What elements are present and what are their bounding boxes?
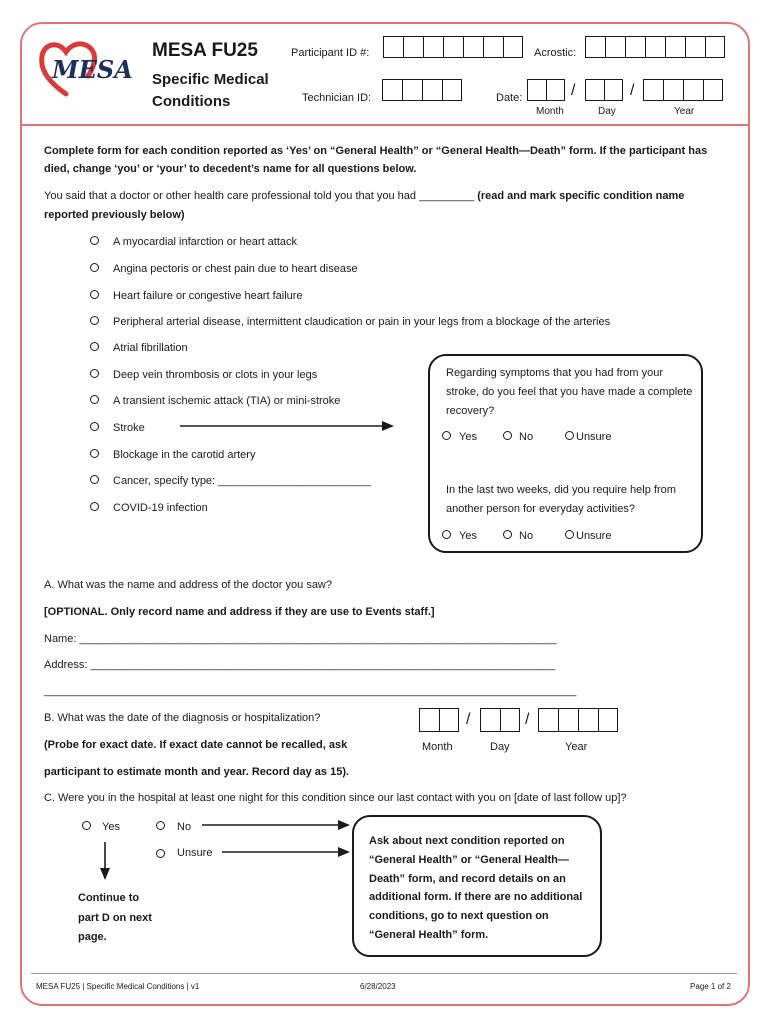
note-line4: additional form. If there are no additional xyxy=(369,891,583,903)
section-b-question: B. What was the date of the diagnosis or hospitalization? xyxy=(44,712,321,724)
date-month-field[interactable] xyxy=(527,79,565,101)
footer-separator xyxy=(31,973,737,974)
prompt-line1-bold: (read and mark specific condition name xyxy=(477,190,685,202)
section-c-question: C. Were you in the hospital at least one night for this condition since our last contact with you on [date of last follow up]? xyxy=(44,792,627,804)
stroke-q2-yes-radio[interactable] xyxy=(442,530,451,539)
condition-label: Peripheral arterial disease, intermittent claudication or pain in your legs from a blockage of the arteries xyxy=(113,316,611,328)
condition-radio[interactable] xyxy=(90,342,99,351)
prompt-line1-normal: You said that a doctor or other health care professional told you that you had _________ xyxy=(44,190,478,202)
condition-radio[interactable] xyxy=(90,290,99,299)
date-year-caption: Year xyxy=(674,106,695,117)
diagnosis-month-caption: Month xyxy=(422,741,453,753)
stroke-q2-no-label: No xyxy=(519,530,534,542)
condition-radio[interactable] xyxy=(90,502,99,511)
diagnosis-month-field[interactable] xyxy=(419,708,459,732)
date-day-caption: Day xyxy=(598,106,616,117)
diagnosis-slash-2: / xyxy=(525,711,530,728)
section-c-unsure-label: Unsure xyxy=(177,847,213,859)
stroke-q2-line2: another person for everyday activities? xyxy=(446,503,635,515)
prompt-line2: reported previously below) xyxy=(44,209,185,221)
stroke-followup-box xyxy=(428,354,703,553)
condition-radio-stroke[interactable] xyxy=(90,422,99,431)
condition-radio[interactable] xyxy=(90,263,99,272)
condition-label: Stroke xyxy=(113,422,145,434)
section-c-no-radio[interactable] xyxy=(156,821,165,830)
date-slash-2: / xyxy=(630,82,635,99)
acrostic-field[interactable] xyxy=(585,36,725,58)
condition-radio[interactable] xyxy=(90,316,99,325)
no-arrow-icon xyxy=(202,818,352,832)
doctor-name-field[interactable]: Name: ______________________________________________________________________________ xyxy=(44,633,557,645)
stroke-q1-yes-radio[interactable] xyxy=(442,431,451,440)
form-title-line2: Conditions xyxy=(152,93,231,110)
stroke-q1-line1: Regarding symptoms that you had from your xyxy=(446,367,664,379)
date-slash-1: / xyxy=(571,82,576,99)
note-line2: “General Health” or “General Health— xyxy=(369,854,569,866)
note-line1: Ask about next condition reported on xyxy=(369,835,565,847)
section-a-optional: [OPTIONAL. Only record name and address if they are use to Events staff.] xyxy=(44,606,435,618)
diagnosis-slash-1: / xyxy=(466,711,471,728)
condition-radio[interactable] xyxy=(90,449,99,458)
prompt-line1 xyxy=(44,189,684,203)
condition-radio[interactable] xyxy=(90,236,99,245)
date-day-field[interactable] xyxy=(585,79,623,101)
acrostic-label: Acrostic: xyxy=(534,47,577,59)
diagnosis-day-field[interactable] xyxy=(480,708,520,732)
intro-line2: died, change ‘you’ or ‘your’ to decedent’s name for all questions below. xyxy=(44,163,417,175)
stroke-q1-line3: recovery? xyxy=(446,405,495,417)
stroke-arrow-icon xyxy=(180,419,395,433)
stroke-q1-line2: stroke, do you feel that you have made a complete xyxy=(446,386,693,398)
condition-label: Deep vein thrombosis or clots in your legs xyxy=(113,369,318,381)
continue-line2: part D on next xyxy=(78,912,152,924)
intro-line1: Complete form for each condition reported as ‘Yes’ on “General Health” or “General Health—Death” form. If the participant has xyxy=(44,145,708,157)
stroke-q1-yes-label: Yes xyxy=(459,431,477,443)
technician-id-label: Technician ID: xyxy=(302,92,372,104)
note-line5: conditions, go to next question on xyxy=(369,910,549,922)
stroke-q2-yes-label: Yes xyxy=(459,530,477,542)
section-b-probe-line1: (Probe for exact date. If exact date cannot be recalled, ask xyxy=(44,739,348,751)
section-c-yes-radio[interactable] xyxy=(82,821,91,830)
condition-radio[interactable] xyxy=(90,395,99,404)
stroke-q2-unsure-label: Unsure xyxy=(576,530,612,542)
date-year-field[interactable] xyxy=(643,79,723,101)
stroke-q1-unsure-label: Unsure xyxy=(576,431,612,443)
form-code: MESA FU25 xyxy=(152,40,258,61)
date-label: Date: xyxy=(496,92,523,104)
condition-label: Heart failure or congestive heart failure xyxy=(113,290,303,302)
footer-form-info: MESA FU25 | Specific Medical Conditions | v1 xyxy=(36,982,200,991)
stroke-q1-no-radio[interactable] xyxy=(503,431,512,440)
stroke-q1-unsure-radio[interactable] xyxy=(565,431,574,440)
footer-page-number: Page 1 of 2 xyxy=(690,982,731,991)
participant-id-label: Participant ID #: xyxy=(291,47,370,59)
logo-text: MESA xyxy=(52,55,133,84)
date-month-caption: Month xyxy=(536,106,564,117)
continue-line1: Continue to xyxy=(78,892,140,904)
stroke-q2-unsure-radio[interactable] xyxy=(565,530,574,539)
diagnosis-day-caption: Day xyxy=(490,741,510,753)
condition-label: Cancer, specify type: _________________________ xyxy=(113,475,372,487)
section-b-probe-line2: participant to estimate month and year. Record day as 15). xyxy=(44,766,350,778)
form-title-line1: Specific Medical xyxy=(152,71,269,88)
note-line6: “General Health” form. xyxy=(369,929,489,941)
condition-radio[interactable] xyxy=(90,475,99,484)
mesa-logo xyxy=(36,36,136,100)
yes-down-arrow-icon xyxy=(98,842,112,882)
footer-date: 6/28/2023 xyxy=(360,982,396,991)
condition-label: COVID-19 infection xyxy=(113,502,208,514)
note-line3: Death” form, and record details on an xyxy=(369,873,566,885)
technician-id-field[interactable] xyxy=(382,79,462,101)
diagnosis-year-field[interactable] xyxy=(538,708,618,732)
section-c-no-label: No xyxy=(177,821,192,833)
header-separator xyxy=(20,124,748,126)
condition-label: Blockage in the carotid artery xyxy=(113,449,256,461)
doctor-address-line2[interactable]: _______________________________________________________________________________________ xyxy=(44,685,577,697)
stroke-q2-no-radio[interactable] xyxy=(503,530,512,539)
doctor-address-field[interactable]: Address: ____________________________________________________________________________ xyxy=(44,659,556,671)
condition-label: A transient ischemic attack (TIA) or mini-stroke xyxy=(113,395,341,407)
condition-label: Angina pectoris or chest pain due to heart disease xyxy=(113,263,358,275)
section-c-yes-label: Yes xyxy=(102,821,120,833)
diagnosis-year-caption: Year xyxy=(565,741,588,753)
section-a-question: A. What was the name and address of the doctor you saw? xyxy=(44,579,332,591)
unsure-arrow-icon xyxy=(222,845,352,859)
continue-line3: page. xyxy=(78,931,107,943)
stroke-q1-no-label: No xyxy=(519,431,534,443)
condition-radio[interactable] xyxy=(90,369,99,378)
condition-label: A myocardial infarction or heart attack xyxy=(113,236,298,248)
participant-id-field[interactable] xyxy=(383,36,523,58)
section-c-unsure-radio[interactable] xyxy=(156,849,165,858)
stroke-q2-line1: In the last two weeks, did you require help from xyxy=(446,484,676,496)
condition-label: Atrial fibrillation xyxy=(113,342,188,354)
